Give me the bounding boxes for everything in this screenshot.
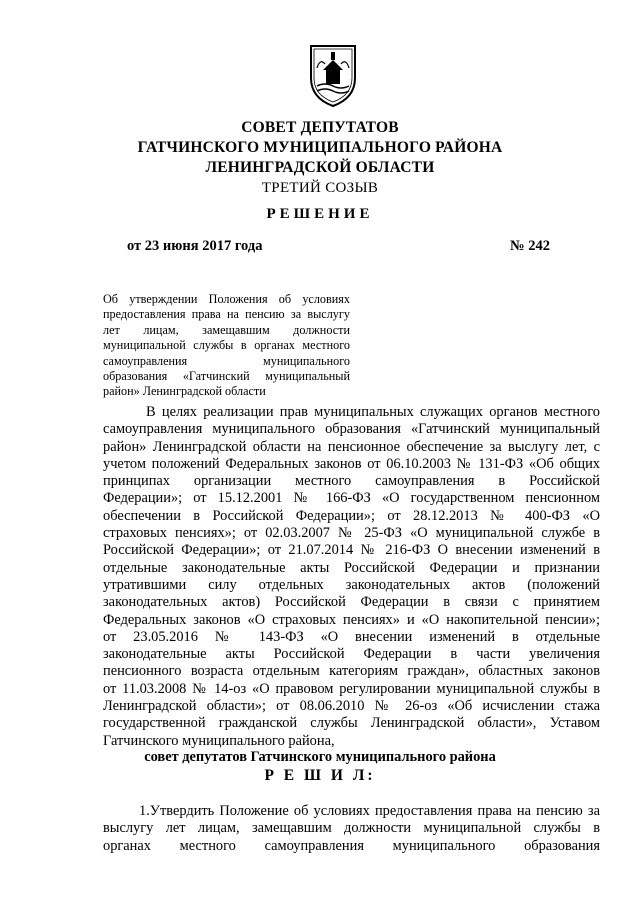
subject-line: лет лицам, замещавшим должности [103,322,350,337]
header-line-3: ЛЕНИНГРАДСКОЙ ОБЛАСТИ [205,159,435,176]
document-type: РЕШЕНИЕ [266,206,374,222]
preamble-line: страховых пенсиях»; от 02.03.2007 № 25-ФЗ «О муниципальной службе в [103,525,600,542]
preamble-line: отдельные законодательные акты Российской Федерации и признании [103,559,600,576]
preamble-line: от 23.05.2016 № 143-ФЗ «О внесении изменений в отдельные [103,628,600,645]
preamble-line: учетом положений Федеральных законов от 06.10.2003 № 131-ФЗ «Об общих [103,455,600,472]
subject-line: образования «Гатчинский муниципальный [103,369,350,384]
coat-of-arms-icon [303,40,363,108]
preamble-line: В целях реализации прав муниципальных служащих органов местного [146,404,600,420]
preamble-line: Федеральных законов «О страховых пенсиях» и «О накопительной пенсии»; [103,611,600,628]
date-number-row [127,238,550,255]
resolved-heading: Р Е Ш И Л: [264,767,376,784]
preamble-line: законодательных актов) Российской Федерации в связи с принятием [103,594,600,611]
subject-line: самоуправления муниципального [103,353,350,368]
preamble-line: обеспечении в Российской Федерации»; от 28.12.2013 № 400-ФЗ «О [103,507,600,524]
preamble-line: район» Ленинградской области на пенсионное обеспечение за выслугу лет, с [103,438,600,455]
preamble-line: самоуправления муниципального образования «Гатчинский муниципальный [103,421,600,438]
preamble-line: Гатчинского муниципального района, [103,732,335,749]
preamble-line: Ленинградской области»; от 08.06.2010 № 26-оз «Об исчислении стажа [103,698,600,715]
preamble-line: Российской Федерации»; от 21.07.2014 № 216-ФЗ О внесении изменений в [103,542,600,559]
subject-line: предоставления права на пенсию за выслугу [103,307,350,322]
subject-line: муниципальной службы в органах местного [103,338,350,353]
preamble-line: государственной гражданской службы Ленинградской области», Уставом [103,715,600,732]
item-line: выслугу лет лицам, замещавшим должности муниципальной службы в [103,820,600,837]
resolution-item-1 [103,803,600,855]
council-resolution-heading: совет депутатов Гатчинского муниципального района [144,749,496,765]
subject-line: Об утверждении Положения об условиях [103,292,350,306]
header-line-2: ГАТЧИНСКОГО МУНИЦИПАЛЬНОГО РАЙОНА [137,139,503,156]
item-line: органах местного самоуправления муниципального образования [103,837,600,854]
preamble-line: Федерации»; от 15.12.2001 № 166-ФЗ «О государственном пенсионном [103,490,600,507]
preamble-line: утратившими силу отдельных законодательных актов (положений [103,576,600,593]
subject-line: район» Ленинградской области [103,384,266,399]
council-title [0,118,640,198]
preamble-line: принципах организации местного самоуправления в Российской [103,473,600,490]
item-line: 1.Утвердить Положение об условиях предоставления права на пенсию за [139,803,600,819]
header-line-1: СОВЕТ ДЕПУТАТОВ [241,119,399,136]
decision-date: от 23 июня 2017 года [127,238,263,254]
preamble-line: законодательные акты Российской Федерации в части увеличения [103,646,600,663]
preamble-line: пенсионного возраста отдельным категориям граждан», областных законов [103,663,600,680]
decision-subject [103,292,350,400]
preamble [103,404,600,750]
preamble-line: от 11.03.2008 № 14-оз «О правовом регулировании муниципальной службы в [103,680,600,697]
convocation: ТРЕТИЙ СОЗЫВ [261,180,379,196]
decision-number: № 242 [510,238,550,254]
